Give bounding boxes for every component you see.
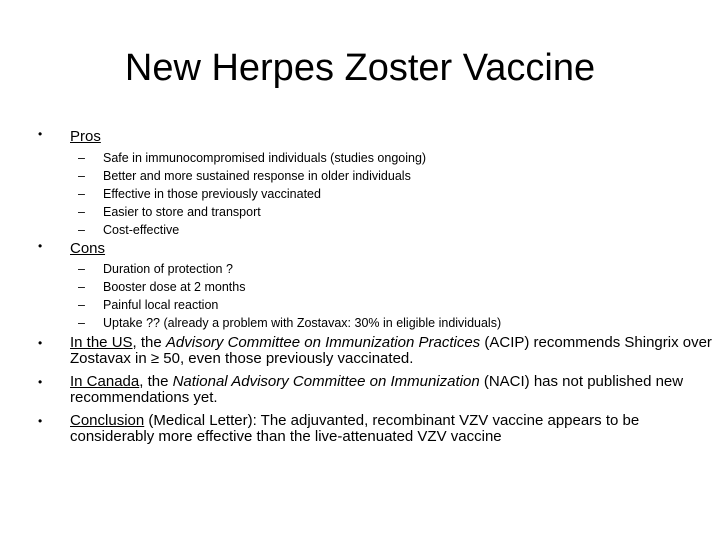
slide-title: New Herpes Zoster Vaccine xyxy=(124,47,596,89)
pros-item-text: Effective in those previously vaccinated xyxy=(103,187,321,201)
canada-comma: , the xyxy=(139,373,173,390)
cons-item xyxy=(78,296,678,314)
cons-heading: Cons xyxy=(70,240,106,257)
cons-item-text: Duration of protection ? xyxy=(103,262,233,276)
pros-item xyxy=(78,185,678,203)
cons-item xyxy=(78,314,678,332)
pros-item-text: Better and more sustained response in older individuals xyxy=(103,169,411,183)
dash-glyph: – xyxy=(78,280,85,294)
conclusion-lead: Conclusion xyxy=(70,412,145,429)
cons-item-text: Painful local reaction xyxy=(103,298,219,312)
dash-glyph: – xyxy=(78,187,85,201)
canada-recommendation xyxy=(70,374,720,406)
cons-item-text: Uptake ?? (already a problem with Zostavax: 30% in eligible individuals) xyxy=(103,316,502,330)
pros-item xyxy=(78,221,678,239)
dash-glyph: – xyxy=(78,298,85,312)
conclusion-rest: (Medical Letter): The adjuvanted, recombinant VZV vaccine appears to be considerably more effective than the live-attenuated VZV vaccine xyxy=(70,412,640,445)
dash-glyph: – xyxy=(78,223,85,237)
bullet-glyph: • xyxy=(38,375,43,389)
us-comma: , the xyxy=(132,334,166,351)
dash-glyph: – xyxy=(78,169,85,183)
us-lead: In the US xyxy=(70,334,133,351)
dash-glyph: – xyxy=(78,205,85,219)
cons-item xyxy=(78,260,678,278)
pros-item-text: Cost-effective xyxy=(103,223,180,237)
pros-item-text: Easier to store and transport xyxy=(103,205,261,219)
dash-glyph: – xyxy=(78,262,85,276)
pros-item-text: Safe in immunocompromised individuals (studies ongoing) xyxy=(103,151,427,165)
bullet-glyph: • xyxy=(38,414,43,428)
canada-lead: In Canada xyxy=(70,373,140,390)
us-rest: (ACIP) recommends Shingrix over Zostavax in ≥ 50, even those previously vaccinated. xyxy=(70,334,712,367)
conclusion xyxy=(70,413,720,445)
pros-item xyxy=(78,203,678,221)
bullet-glyph: • xyxy=(38,336,43,350)
bullet-glyph: • xyxy=(38,239,43,253)
canada-committee: National Advisory Committee on Immunization xyxy=(172,373,480,390)
bullet-glyph: • xyxy=(38,127,43,141)
cons-item-text: Booster dose at 2 months xyxy=(103,280,246,294)
pros-item xyxy=(78,167,678,185)
us-committee: Advisory Committee on Immunization Practices xyxy=(165,334,481,351)
cons-item xyxy=(78,278,678,296)
dash-glyph: – xyxy=(78,316,85,330)
pros-item xyxy=(78,149,678,167)
dash-glyph: – xyxy=(78,151,85,165)
pros-heading: Pros xyxy=(70,128,101,145)
us-recommendation xyxy=(70,335,720,367)
canada-rest: (NACI) has not published new recommendations yet. xyxy=(70,373,684,406)
